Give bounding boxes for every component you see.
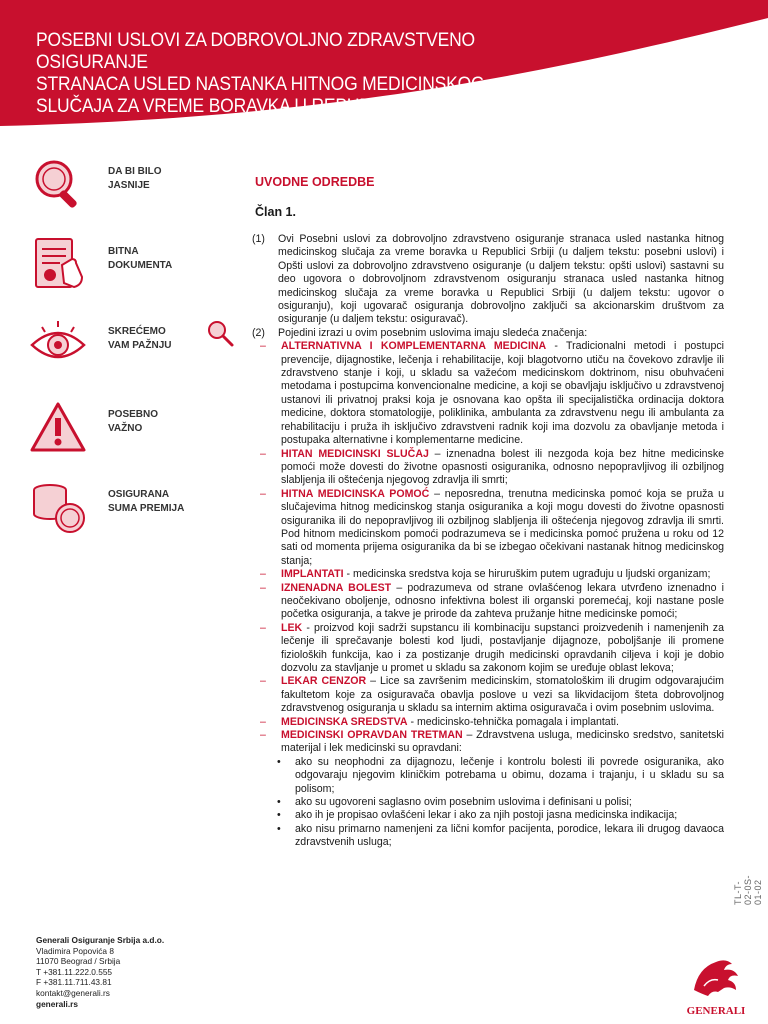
definition-text: – podrazumeva od strane ovlašćenog lekara utvrđeno iznenadno i neočekivano oboljenje, odnosno infektivna bolest ili organski poremećaj, koji nastane posle početka osiguranja, a takve je prirode da zahteva pružanje hitne medicinske pomoći; bbox=[281, 581, 724, 621]
definition-term: MEDICINSKI OPRAVDAN TRETMAN bbox=[281, 729, 463, 742]
paragraph-number: (1) bbox=[252, 233, 265, 245]
paragraph-text: Ovi Posebni uslovi za dobrovoljno zdravstveno osiguranje stranaca usled nastanka hitnog medicinskog slučaja za vreme boravka u Republici Srbiji (u daljem tekstu: posebni uslovi) i Opšti uslovi za dobrovoljno zdravstveno osiguranje (u daljem tekstu: opšti uslovi) sastavni su deo ugovora o dobrovoljnom zdravstvenom osiguranju stranaca usled nastanka hitnog medicinskog slučaja za vreme boravka u Republici Srbiji (u daljem tekstu: ugovor o osiguranju), koji ugovarač osiguranja dobrovoljno zaključi sa akcionarskim društvom za osiguranje (u daljem tekstu: osiguravač). bbox=[278, 233, 724, 326]
paragraph-number: (2) bbox=[252, 326, 265, 339]
definition-term: ALTERNATIVNA I KOMPLEMENTARNA MEDICINA bbox=[281, 340, 547, 353]
footer-city: 11070 Beograd / Srbija bbox=[36, 956, 121, 967]
definition-item: – IMPLANTATI - medicinska sredstva koja se hiruruškim putem ugrađuju u ljudski organizam; bbox=[260, 568, 711, 581]
definition-item: – LEK - proizvod koji sadrži supstancu ili kombinaciju supstanci proizvedenih i namenjenih za lečenje ili sprečavanje bolesti kod ljudi, postavljanje dijagnoze, poboljšanje ili promene fizioloških funkcija, kao i za postizanje drugih medicinski opravdanih ciljeva i koji je dobio dozvolu za stavljanje u promet u skladu sa zakonom kojim se uređuje oblast lekova; bbox=[260, 621, 724, 674]
eye-icon bbox=[28, 315, 88, 375]
bullet-item: • ako su ugovoreni saglasno ovim posebnim uslovima i definisani u polisi; bbox=[277, 796, 632, 809]
definition-text: - medicinska sredstva koja se hiruruškim putem ugrađuju u ljudski organizam; bbox=[343, 568, 711, 581]
legend-label-important: POSEBNO VAŽNO bbox=[108, 409, 159, 434]
definition-item: – IZNENADNA BOLEST – podrazumeva od strane ovlašćenog lekara utvrđeno iznenadno i neočekivano oboljenje, odnosno infektivna bolest ili organski poremećaj, koji nastane posle početka osiguranja, a takve je prirode da zahteva pružanje hitne medicinske pomoći; bbox=[260, 581, 724, 621]
legend-label-sum: OSIGURANA SUMA PREMIJA bbox=[108, 489, 185, 514]
magnifier-icon bbox=[28, 155, 88, 215]
legend-label-documents: BITNA DOKUMENTA bbox=[108, 246, 173, 271]
bullet-item: • ako nisu primarno namenjeni za lični komfor pacijenta, porodice, lekara ili drugog davaoca zdravstvenih usluga; bbox=[277, 822, 724, 849]
magnifier-icon bbox=[205, 318, 235, 348]
paragraph-text: Pojedini izrazi u ovim posebnim uslovima imaju sledeća značenja: bbox=[278, 326, 588, 339]
bullet-item: • ako su neophodni za dijagnozu, lečenje i kontrolu bolesti ili povrede osiguranika, ako odgovaraju njegovim kliničkim potrebama u obimu, dozama i trajanju, i u skladu su sa polisom; bbox=[277, 755, 724, 795]
legend-label-clarify: DA BI BILO JASNIJE bbox=[108, 166, 162, 191]
definition-text: – Zdravstvena usluga, medicinsko sredstvo, sanitetski materijal i lek medicinski su opravdani: bbox=[281, 729, 724, 755]
definition-term: IMPLANTATI bbox=[281, 568, 344, 581]
bullet-text: ako su neophodni za dijagnozu, lečenje i kontrolu bolesti ili povrede osiguranika, ako odgovaraju njegovim kliničkim potrebama u obimu, dozama i trajanju, i u skladu su sa polisom; bbox=[295, 755, 724, 795]
definition-term: HITNA MEDICINSKA POMOĆ bbox=[281, 487, 430, 500]
footer-phone: T +381.11.222.0.555 bbox=[36, 966, 113, 977]
definition-item: – LEKAR CENZOR – Lice sa završenim medicinskim, stomatološkim ili drugim odgovarajućim fakultetom koje za osiguravača obavlja poslove u vezi sa likvidacijom šteta dobrovoljnog zdravstvenog osiguranja u skladu sa internim aktima osiguravača i ovim posebnim uslovima. bbox=[260, 675, 724, 715]
coins-icon bbox=[28, 478, 88, 538]
title-line-3: SLUČAJA ZA VREME BORAVKA U REPUBLICI SRBIJI bbox=[36, 96, 461, 117]
footer-fax: F +381.11.711.43.81 bbox=[36, 977, 112, 988]
definition-term: IZNENADNA BOLEST bbox=[281, 581, 392, 594]
document-hand-icon bbox=[28, 235, 88, 295]
footer-street: Vladimira Popovića 8 bbox=[36, 945, 114, 956]
title-line-2: STRANACA USLED NASTANKA HITNOG MEDICINSKOG bbox=[36, 74, 485, 95]
definition-term: HITAN MEDICINSKI SLUČAJ bbox=[281, 447, 429, 460]
definition-text: - Tradicionalni metodi i postupci prevencije, dijagnostike, lečenja i rehabilitacije, koji blagotvorno utiču na čovekovo zdravlje ili zdravstveno stanje i koji, u skladu sa važećom medicinskom doktrinom, nisu obuhvaćeni metodama i postupcima konvencionalne medicine, a koji se obavljaju isključivo u zdravstvenoj ustanovi ili privatnoj praksi koja je osnovana kao opšta ili specijalistička ordinacija doktora medicine, doktora stomatologije, poliklinika, ambulanta za zdravstvenu negu ili ambulanta za rehabilitaciju i pruža ih isključivo zdravstveni radnik koji ima dozvolu za obavljanje metoda i postupaka alternativne i komplementarne medicine. bbox=[281, 340, 724, 447]
definition-item: – HITAN MEDICINSKI SLUČAJ – iznenadna bolest ili nezgoda koja bez hitne medicinske pomoći može dovesti do životne opasnosti osiguranika, odnosno nepopravljivog ili ozbiljnog slabljenja ili oštećenja njegovog zdravlja ili smrti; bbox=[260, 447, 725, 487]
paragraph-1 bbox=[252, 233, 724, 327]
definition-term: LEK bbox=[281, 621, 303, 634]
article-body bbox=[252, 233, 724, 850]
bullet-text: ako nisu primarno namenjeni za lični komfor pacijenta, porodice, lekara ili drugog davaoca zdravstvenih usluga; bbox=[295, 822, 724, 849]
generali-lion-logo bbox=[676, 950, 756, 1020]
section-title: UVODNE ODREDBE bbox=[255, 175, 375, 189]
bullet-text: ako su ugovoreni saglasno ovim posebnim uslovima i definisani u polisi; bbox=[295, 796, 632, 809]
footer-email[interactable]: kontakt@generali.rs bbox=[36, 987, 110, 998]
definition-text: - proizvod koji sadrži supstancu ili kombinaciju supstanci proizvedenih i namenjenih za lečenje ili sprečavanje bolesti kod ljudi, postavljanje dijagnoze, poboljšanje ili promene fizioloških funkcija, kao i za postizanje drugih medicinski opravdanih ciljeva i koji je dobio dozvolu za stavljanje u promet u skladu sa zakonom kojim se uređuje oblast lekova; bbox=[281, 621, 724, 674]
legend-label-attention: SKREĆEMO VAM PAŽNJU bbox=[108, 326, 172, 351]
definition-item: – MEDICINSKA SREDSTVA - medicinsko-tehnička pomagala i implantati. bbox=[260, 715, 619, 728]
footer-company: Generali Osiguranje Srbija a.d.o. bbox=[36, 935, 165, 945]
definition-item: – ALTERNATIVNA I KOMPLEMENTARNA MEDICINA - Tradicionalni metodi i postupci prevencije, dijagnostike, lečenja i rehabilitacije, koji blagotvorno utiču na čovekovo zdravlje ili zdravstveno stanje i koji, u skladu sa važećom medicinskom doktrinom, nisu obuhvaćeni metodama i postupcima konvencionalne medicine, a koji se obavljaju isključivo u zdravstvenoj ustanovi ili privatnoj praksi koja je osnovana kao opšta ili specijalistička ordinacija doktora medicine, doktora stomatologije, poliklinika, ambulanta za zdravstvenu negu ili ambulanta za rehabilitaciju i pruža ih isključivo zdravstveni radnik koji ima dozvolu za obavljanje metoda i postupaka alternativne i komplementarne medicine. bbox=[260, 340, 724, 447]
definition-text: - medicinsko-tehnička pomagala i implantati. bbox=[407, 715, 619, 728]
warning-icon bbox=[28, 398, 88, 458]
logo-text: GENERALI bbox=[686, 1005, 746, 1017]
bullet-item: • ako ih je propisao ovlašćeni lekar i ako za njih postoji jasna medicinska indikacija; bbox=[277, 809, 678, 822]
definition-item: – MEDICINSKI OPRAVDAN TRETMAN – Zdravstvena usluga, medicinsko sredstvo, sanitetski materijal i lek medicinski su opravdani: bbox=[260, 729, 724, 755]
footer-address bbox=[36, 935, 164, 1009]
definition-text: – Lice sa završenim medicinskim, stomatološkim ili drugim odgovarajućim fakultetom koje za osiguravača obavlja poslove u vezi sa likvidacijom šteta dobrovoljnog zdravstvenog osiguranja u skladu sa internim aktima osiguravača i ovim posebnim uslovima. bbox=[281, 675, 724, 715]
definition-term: MEDICINSKA SREDSTVA bbox=[281, 715, 408, 728]
header-banner bbox=[0, 0, 768, 150]
paragraph-2 bbox=[252, 327, 724, 340]
document-code: TL-T-02-0S-01-02 bbox=[733, 874, 763, 905]
footer-web[interactable]: generali.rs bbox=[36, 998, 78, 1009]
article-title: Član 1. bbox=[255, 205, 296, 219]
document-title bbox=[36, 30, 588, 118]
definition-text: – neposredna, trenutna medicinska pomoć koja se pruža u slučajevima hitnog medicinskog stanja osiguranika a koji mogu dovesti do životne opasnosti osiguranika ili do nepopravljivog ili ozbiljnog slabljenja ili oštećenja njegovog zdravlja ili smrti. Pod hitnom medicinskom pomoći podrazumeva se i medicinska pomoć pružena u roku od 12 sati od momenta prijema osiguranika da bi se izbegao očekivani nastanak hitnog medicinskog stanja; bbox=[281, 487, 724, 567]
bullet-text: ako ih je propisao ovlašćeni lekar i ako za njih postoji jasna medicinska indikacija; bbox=[295, 809, 678, 822]
title-line-1: POSEBNI USLOVI ZA DOBROVOLJNO ZDRAVSTVENO OSIGURANJE bbox=[36, 30, 475, 73]
definition-item: – HITNA MEDICINSKA POMOĆ – neposredna, trenutna medicinska pomoć koja se pruža u slučajevima hitnog medicinskog stanja osiguranika a koji mogu dovesti do životne opasnosti osiguranika ili do nepopravljivog ili ozbiljnog slabljenja ili oštećenja njegovog zdravlja ili smrti. Pod hitnom medicinskom pomoći podrazumeva se i medicinska pomoć pružena u roku od 12 sati od momenta prijema osiguranika da bi se izbegao očekivani nastanak hitnog medicinskog stanja; bbox=[260, 487, 724, 567]
definition-term: LEKAR CENZOR bbox=[281, 675, 367, 688]
definition-text: – iznenadna bolest ili nezgoda koja bez hitne medicinske pomoći može dovesti do životne opasnosti osiguranika, odnosno nepopravljivog ili ozbiljnog slabljenja ili oštećenja njegovog zdravlja ili smrti; bbox=[281, 447, 725, 487]
